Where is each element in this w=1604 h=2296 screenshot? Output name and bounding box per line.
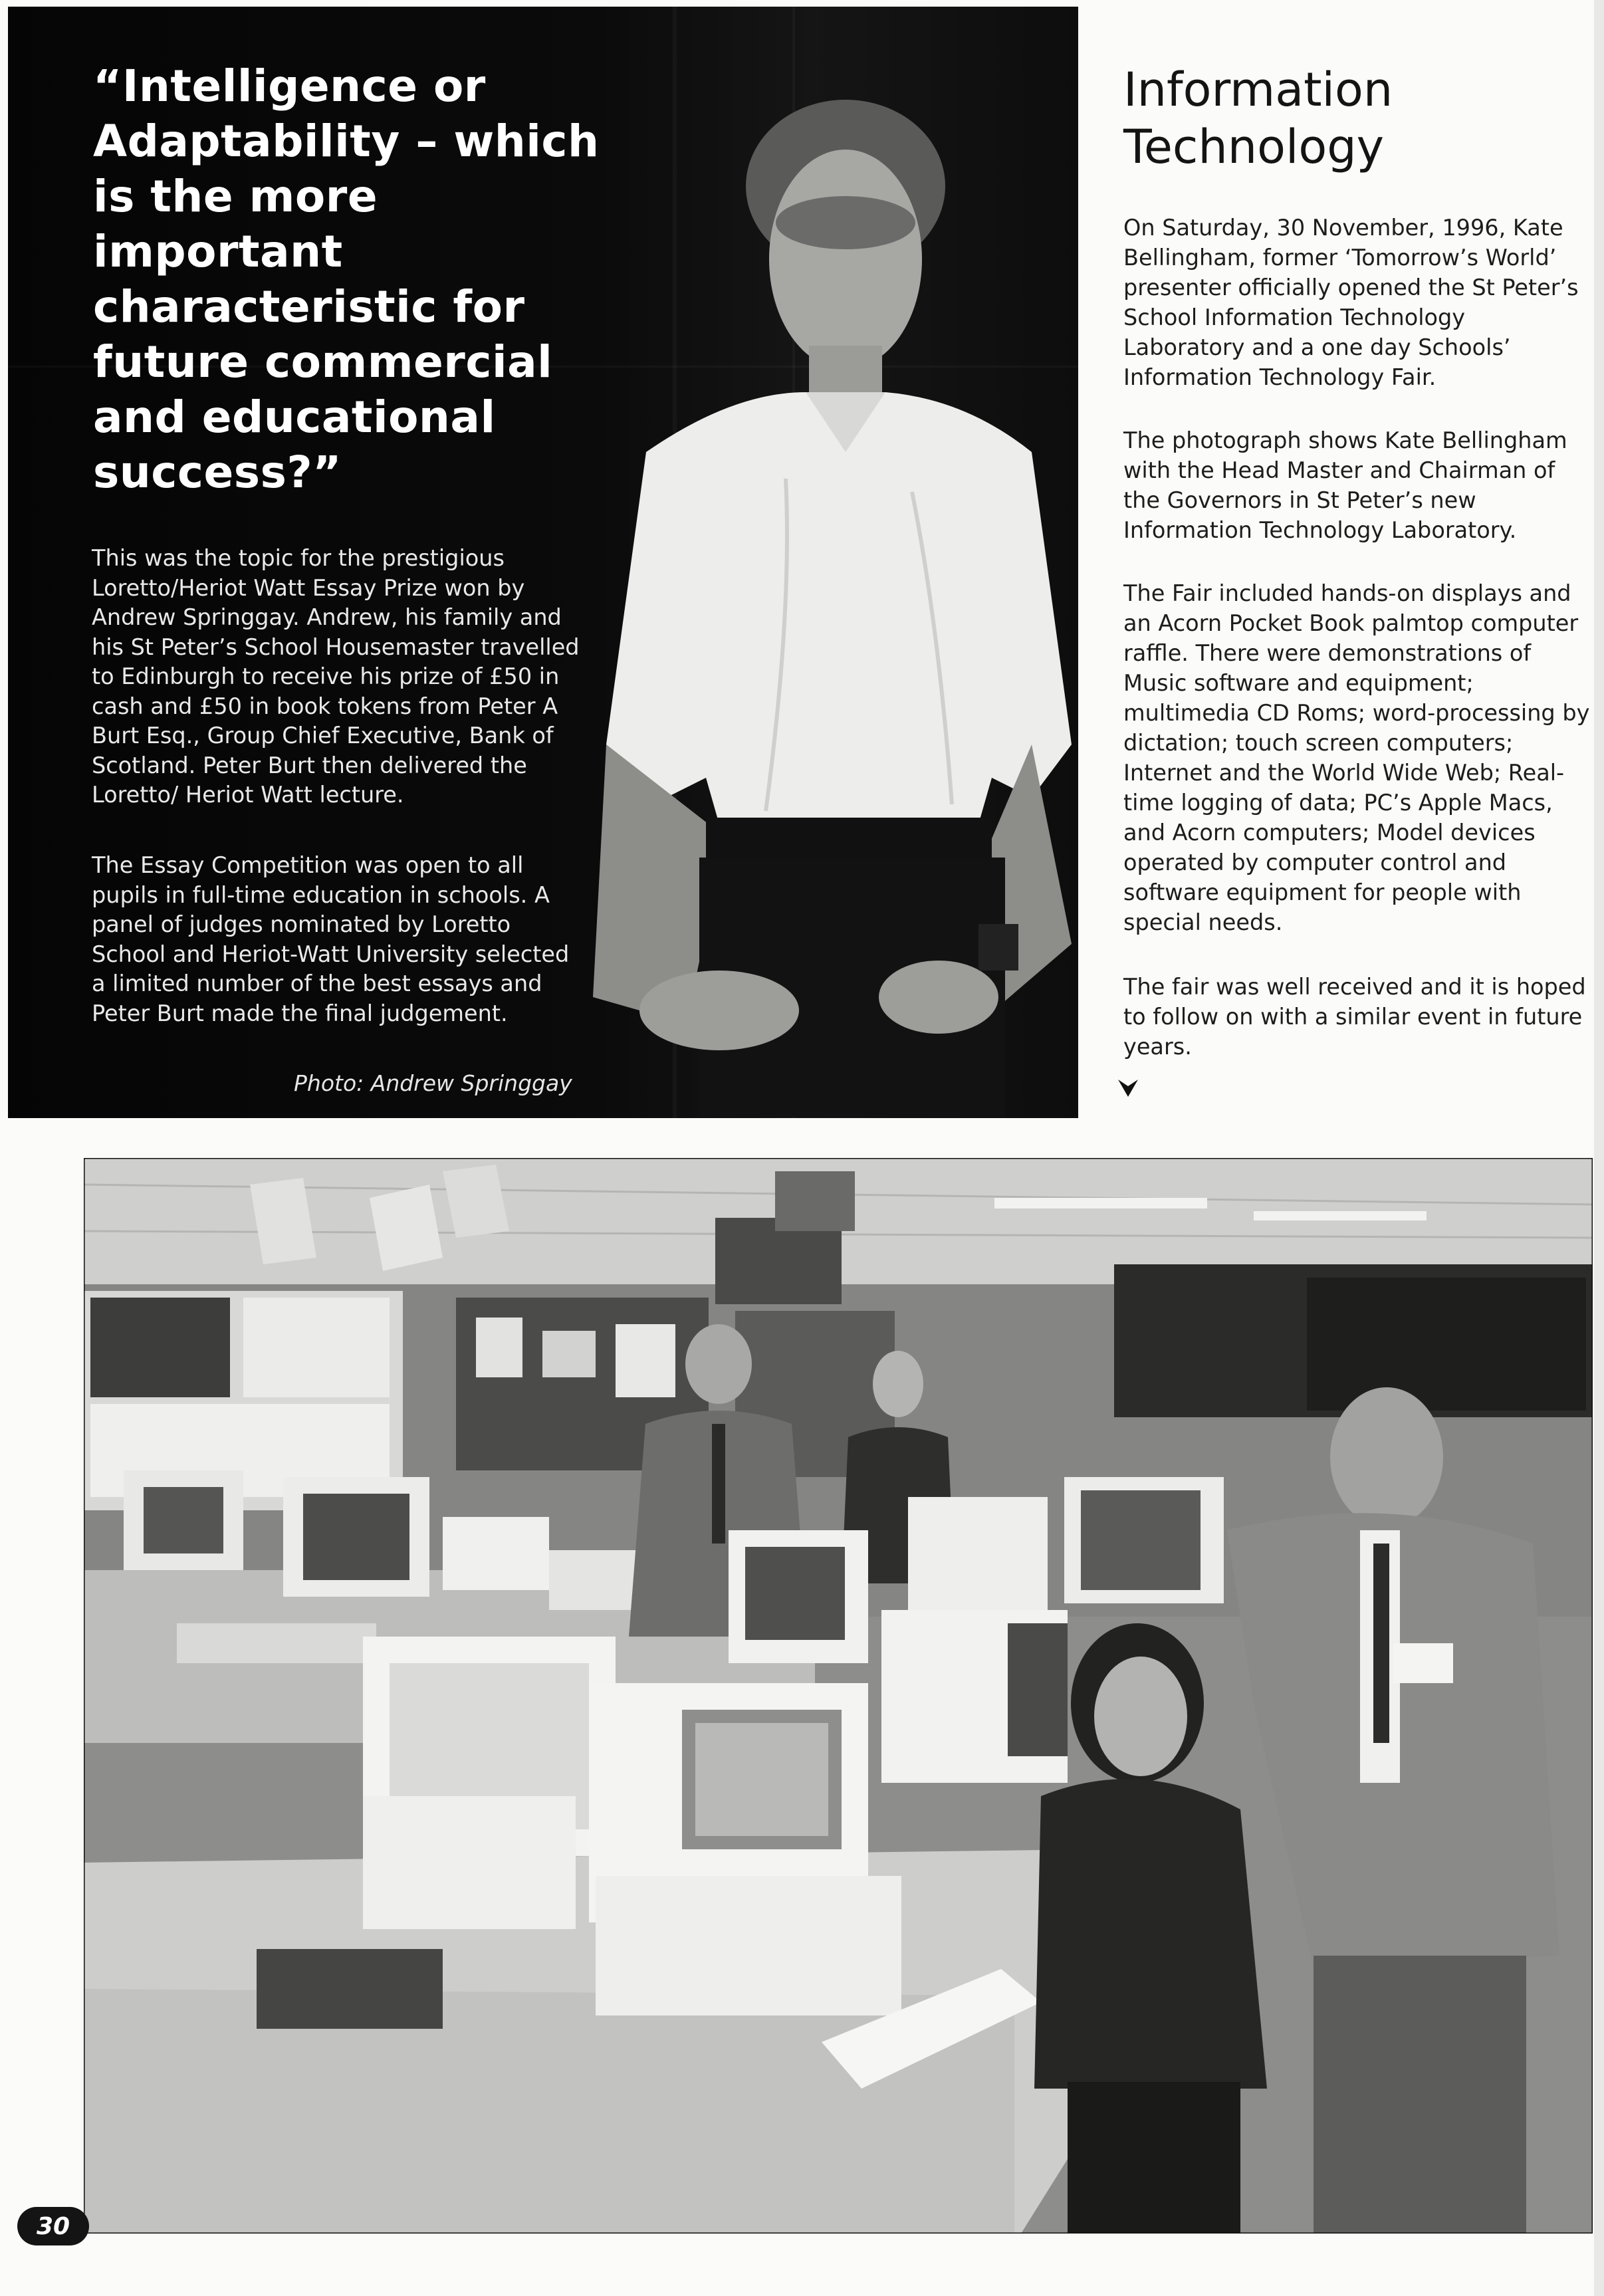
essay-photo-panel xyxy=(8,7,1078,1118)
essay-paragraph-2: The Essay Competition was open to all pupils in full-time education in schools. A panel of judges nominated by Loretto School and Heriot-Watt University selected a limited number of the best essays and Peter Burt made the final judgement. xyxy=(92,852,570,1026)
page-edge xyxy=(1594,0,1604,2296)
it-paragraph-1: On Saturday, 30 November, 1996, Kate Bellingham, former ‘Tomorrow’s World’ presenter officially opened the St Peter’s School Information Technology Laboratory and a one day Schools’ Information Technology Fair. xyxy=(1123,215,1579,390)
it-paragraph-4: The fair was well received and it is hoped to follow on with a similar event in future years. xyxy=(1123,974,1586,1060)
it-paragraph-2: The photograph shows Kate Bellingham with the Head Master and Chairman of the Governors in St Peter’s new Information Technology Laboratory. xyxy=(1123,427,1567,543)
essay-headline: “Intelligence or Adaptability – which is the more important characteristic for future commercial and educational success?” xyxy=(93,60,600,498)
it-article-title: Information Technology xyxy=(1123,62,1393,174)
down-arrow-icon xyxy=(1117,1078,1139,1098)
page-number: 30 xyxy=(17,2207,89,2245)
photo-credit: Photo: Andrew Springgay xyxy=(294,1070,572,1096)
essay-paragraph-1: This was the topic for the prestigious Loretto/Heriot Watt Essay Prize won by Andrew Springgay. Andrew, his family and his St Peter’s School Housemaster travelled to Edinburgh to receive his prize of £50 in cash and £50 in book tokens from Peter A Burt Esq., Group Chief Executive, Bank of Scotland. Peter Burt then delivered the Loretto/ Heriot Watt lecture. xyxy=(92,545,580,808)
it-paragraph-3: The Fair included hands-on displays and an Acorn Pocket Book palmtop computer raffle. There were demonstrations of Music software and equipment; multimedia CD Roms; word-processing by dictation; touch screen computers; Internet and the World Wide Web; Real-time logging of data; PC’s Apple Macs, and Acorn computers; Model devices operated by computer control and software equipment for people with special needs. xyxy=(1123,580,1590,935)
student-photo xyxy=(566,80,1078,1117)
it-lab-photo xyxy=(84,1158,1593,2234)
